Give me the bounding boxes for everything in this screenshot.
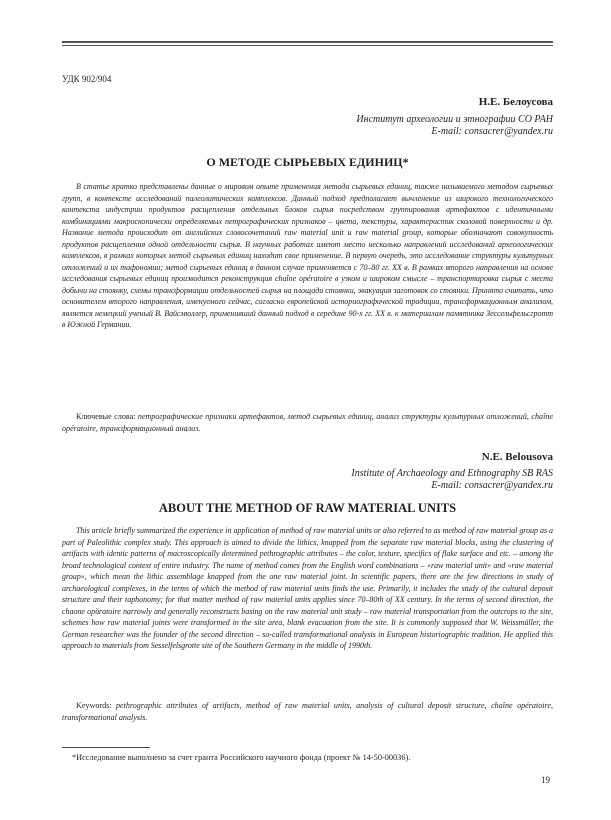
header-rule-thin	[62, 45, 553, 46]
keywords-label-ru: Ключевые слова:	[76, 412, 138, 421]
footnote: *Исследование выполнено за счет гранта Российского научного фонда (проект № 14-50-00036).	[72, 753, 411, 762]
title-ru: О МЕТОДЕ СЫРЬЕВЫХ ЕДИНИЦ*	[206, 155, 409, 169]
keywords-text-ru: петрографические признаки артефактов, метод сырьевых единиц, анализ структуры культурных отложений, chaîne opératoire, трансформационный анализ.	[62, 412, 553, 433]
author-name-ru: Н.Е. Белоусова	[478, 96, 553, 108]
keywords-en	[62, 700, 553, 723]
keywords-text-en: pethrographic attributes of artifacts, method of raw material units, analysis of cultural deposit structure, chaîne opératoire, transformational analysis.	[62, 701, 553, 722]
abstract-ru: В статье кратко представлены данные о мировом опыте применения метода сырьевых единиц, также называемого методом сырьевых групп, в контексте исследований палеолитических комплексов. Данный подход предполагает вычленение из широкого технологического контекста индустрии продуктов расщепления отдельных блоков сырья посредством группирования артефактов с идентичными комбинациями макроскопически определяемых петрографических признаков – цвета, текстуры, характеристик сколовой поверхности и др. Название метода происходит от английских словосочетаний raw material unit и raw material group, которые обозначают совокупность продуктов расщепления одной отдельности сырья. В научных работах имеют место несколько направлений исследований археологических комплексов, в рамках которых метод сырьевых единиц находит свое применение. В первую очередь, это исследование структуры культурных отложений и их тафономии; метод сырьевых единиц в данном случае применяется с 70–80 гг. XX в. В рамках второго направления на основе исследования сырьевых единиц производится реконструкция chaîne opératoire в узком и широком смысле – транспортировка сырья с места добычи на стоянку, схемы трансформации отдельностей сырья на площади стоянки, эвакуация заготовок со стоянки. Принято считать, что основателем второго направления, именуемого сейчас, согласно европейской историографической традиции, трансформационным анализом, является немецкий ученый В. Вайсмюллер, применивший данный подход в середине 90-х гг. XX в. к материалам памятника Зессельфельсгротт в Южной Германии.	[62, 182, 553, 329]
institute-en: Institute of Archaeology and Ethnography SB RAS	[351, 468, 553, 479]
email-ru: E-mail: consacrer@yandex.ru	[431, 126, 553, 137]
footnote-rule	[62, 747, 150, 748]
author-name-en: N.E. Belousova	[481, 451, 553, 463]
page-number: 19	[541, 775, 550, 785]
title-en: ABOUT THE METHOD OF RAW MATERIAL UNITS	[158, 501, 457, 515]
header-rule-thick	[62, 41, 553, 43]
keywords-label-en: Keywords:	[76, 701, 116, 710]
email-en: E-mail: consacrer@yandex.ru	[431, 480, 553, 491]
abstract-en: This article briefly summarized the experience in application of method of raw material units or also referred to as method of raw material group as a part of Paleolithic complex study. This approach is aimed to divide the lithics, knapped from the separate raw material blocks, using the clustering of artifacts with identic patterns of macroscopically determined pethrographic attributes – the color, texture, specifics of flake surface and etc. – among the broad technological context of entire industry. The name of method comes from the English word combinations – «raw material unit» and «raw material group», which mean the lithic assemblage knapped from the one raw material joint. In scientific papers, there are the few directions in study of archaeological complexes, in the terms of which the method of raw material units finds the use. Primarily, it includes the study of the cultural deposit structure and their taphonomy; for that matter method of raw material units applies since 70–80th of XX century. In the terms of second direction, the chaone opйratoire narrowly and generally reconstructs basing on the raw material unit study – raw material transportation from the outcrops to the site, schemes how raw material joints were transformed in the site area, blank evacuation from the site. It is commonly supposed that W. Weissmüller, the German researcher was the founder of the second direction – so-called transformational analysis in European historiographic tradition. He applied this approach to materials from Sesselfelsgrotte site of the Southern Germany in the middle of 1990th.	[62, 526, 553, 650]
udk-code: УДК 902/904	[62, 74, 112, 84]
institute-ru: Институт археологии и этнографии СО РАН	[356, 114, 553, 125]
keywords-ru	[62, 411, 553, 434]
